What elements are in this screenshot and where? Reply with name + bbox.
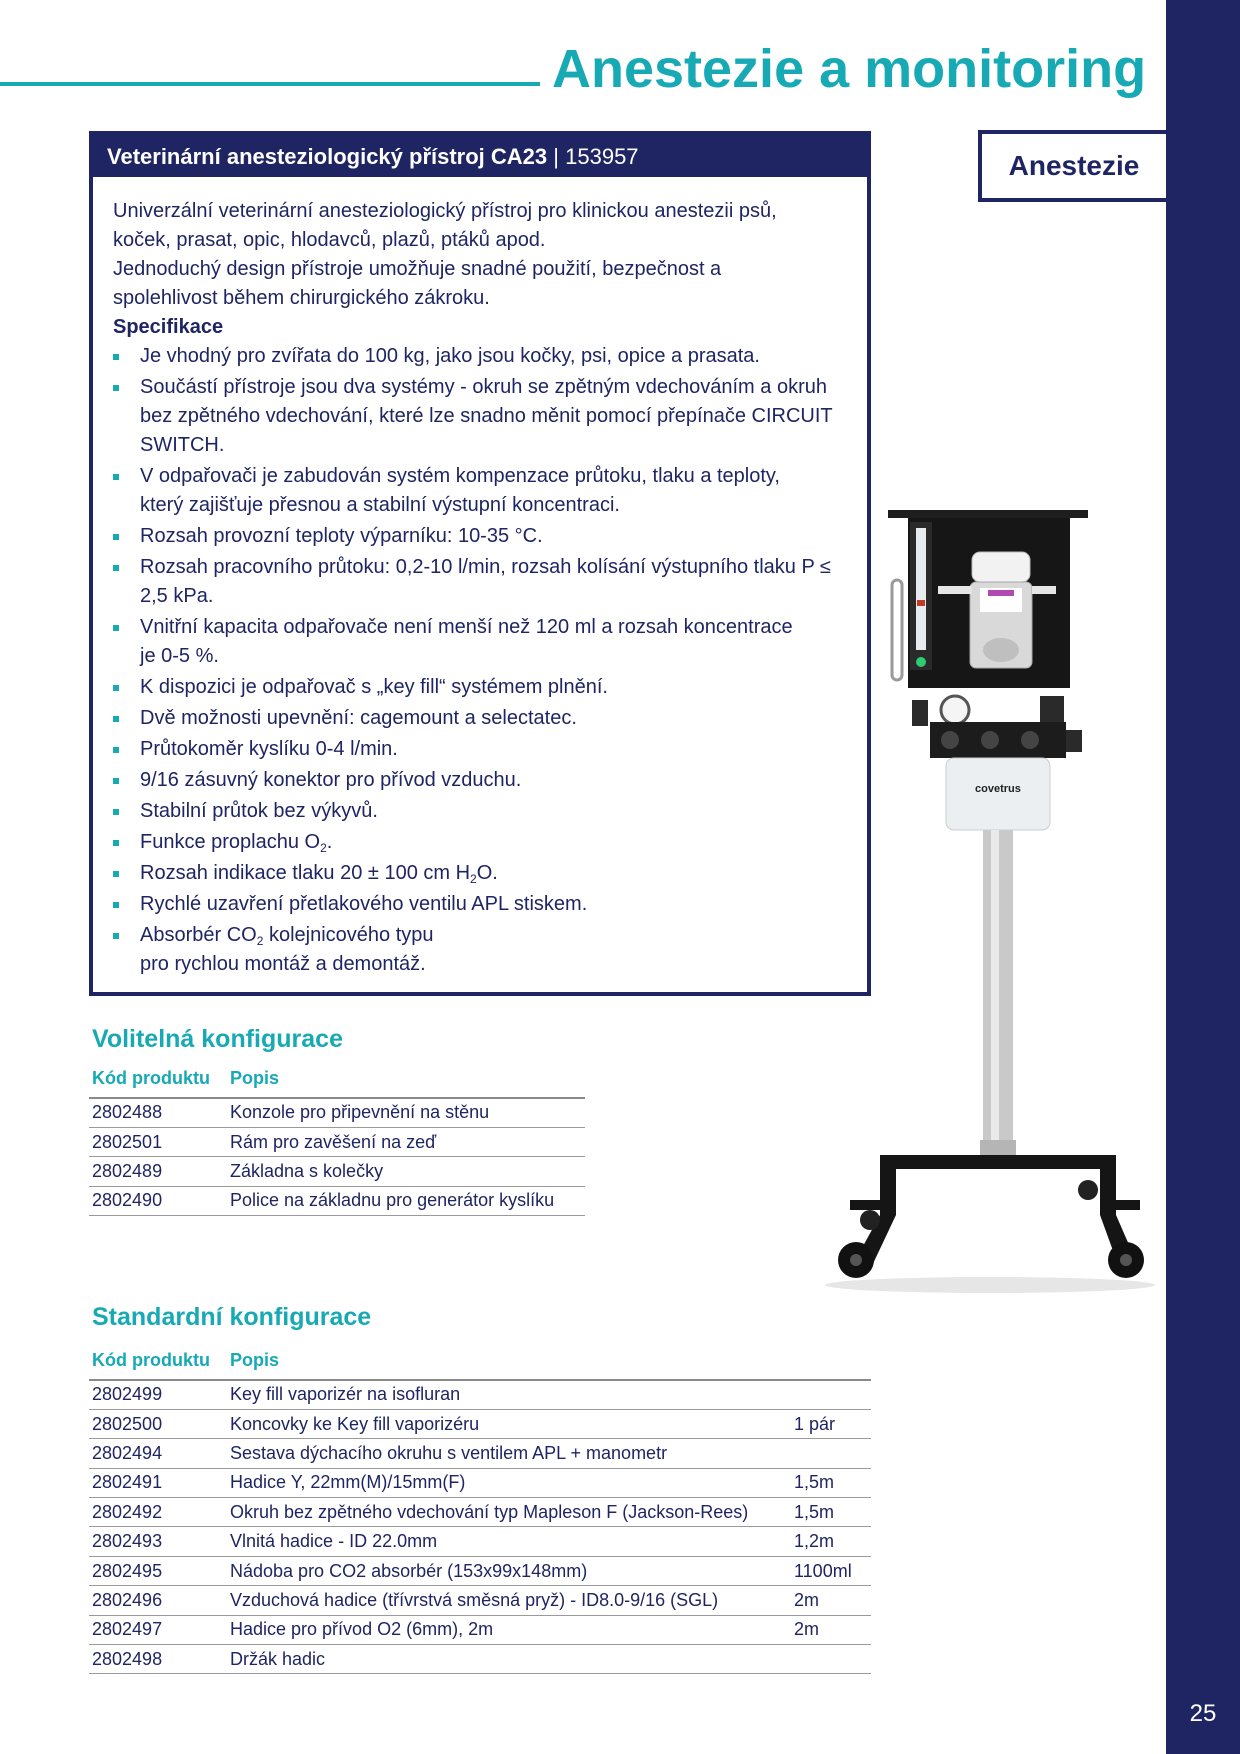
spec-item — [113, 462, 803, 520]
bullet-icon — [113, 902, 119, 908]
cell-desc: Nádoba pro CO2 absorbér (153x99x148mm) — [227, 1556, 791, 1585]
spec-item — [113, 673, 849, 702]
cell-qty: 1 pár — [791, 1409, 871, 1438]
cell-qty: 2m — [791, 1586, 871, 1615]
bullet-icon — [113, 625, 119, 631]
spec-text: pro rychlou montáž a demontáž. — [140, 953, 426, 975]
bullet-icon — [113, 354, 119, 360]
cell-code: 2802494 — [89, 1439, 227, 1468]
table-row — [89, 1127, 585, 1156]
spec-item — [113, 859, 849, 888]
bullet-icon — [113, 809, 119, 815]
bullet-icon — [113, 871, 119, 877]
spec-text: Rychlé uzavření přetlakového ventilu APL stiskem. — [140, 893, 588, 915]
spec-text: kolejnicového typu — [263, 924, 434, 946]
cell-code: 2802498 — [89, 1645, 227, 1674]
cell-desc: Konzole pro připevnění na stěnu — [227, 1098, 585, 1127]
spec-text: Průtokoměr kyslíku 0-4 l/min. — [140, 738, 398, 760]
table-row — [89, 1098, 585, 1127]
cell-qty: 1100ml — [791, 1556, 871, 1585]
cell-qty — [791, 1645, 871, 1674]
optional-config-heading: Volitelná konfigurace — [92, 1025, 343, 1053]
table-header-row — [89, 1350, 871, 1380]
title-rule — [0, 82, 540, 86]
bullet-icon — [113, 933, 119, 939]
cell-qty — [791, 1380, 871, 1409]
table-row — [89, 1556, 871, 1585]
brand-label: covetrus — [975, 783, 1021, 795]
cell-desc: Základna s kolečky — [227, 1157, 585, 1186]
bullet-icon — [113, 716, 119, 722]
table-row — [89, 1527, 871, 1556]
spec-text: Součástí přístroje jsou dva systémy - okruh se zpětným vdechováním a okruh bez zpětného vdechování, které lze snadno měnit pomocí přepínače CIRCUIT SWITCH. — [140, 376, 833, 456]
bullet-icon — [113, 565, 119, 571]
table-row — [89, 1157, 585, 1186]
spec-item — [113, 342, 849, 371]
spec-text: . — [326, 831, 333, 853]
col-header-desc: Popis — [227, 1068, 585, 1098]
cell-code: 2802489 — [89, 1157, 227, 1186]
bullet-icon — [113, 747, 119, 753]
table-row — [89, 1468, 871, 1497]
subscript: 2 — [256, 934, 264, 948]
standard-config-heading: Standardní konfigurace — [92, 1303, 372, 1331]
intro-paragraph-1: Univerzální veterinární anesteziologický přístroj pro klinickou anestezii psů, koček, prasat, opic, hlodavců, plazů, ptáků apod. — [113, 200, 777, 251]
cell-code: 2802496 — [89, 1586, 227, 1615]
product-name: Veterinární anesteziologický přístroj CA23 — [107, 144, 548, 169]
spec-text: Stabilní průtok bez výkyvů. — [140, 800, 378, 822]
cell-code: 2802490 — [89, 1186, 227, 1215]
spec-text: K dispozici je odpařovač s „key fill“ systémem plnění. — [140, 676, 608, 698]
subscript: 2 — [320, 841, 327, 855]
cell-qty: 1,2m — [791, 1527, 871, 1556]
optional-config-table — [89, 1068, 585, 1216]
page-number: 25 — [1189, 1700, 1217, 1727]
cell-desc: Key fill vaporizér na isofluran — [227, 1380, 791, 1409]
intro-paragraph-2: Jednoduchý design přístroje umožňuje snadné použití, bezpečnost a spolehlivost během chirurgického zákroku. — [113, 258, 722, 309]
cell-qty: 1,5m — [791, 1468, 871, 1497]
spec-text: Absorbér CO — [140, 924, 257, 946]
cell-desc: Hadice pro přívod O2 (6mm), 2m — [227, 1615, 791, 1644]
spec-item — [113, 735, 849, 764]
cell-code: 2802500 — [89, 1409, 227, 1438]
bullet-icon — [113, 474, 119, 480]
cell-desc: Vzduchová hadice (třívrstvá směsná pryž) - ID8.0-9/16 (SGL) — [227, 1586, 791, 1615]
table-row — [89, 1645, 871, 1674]
cell-code: 2802492 — [89, 1498, 227, 1527]
bullet-icon — [113, 385, 119, 391]
col-header-qty — [791, 1350, 871, 1380]
subscript: 2 — [470, 872, 477, 886]
table-row — [89, 1380, 871, 1409]
cell-code: 2802501 — [89, 1127, 227, 1156]
spec-item — [113, 797, 849, 826]
cell-desc: Vlnitá hadice - ID 22.0mm — [227, 1527, 791, 1556]
spec-text: Rozsah pracovního průtoku: 0,2-10 l/min, rozsah kolísání výstupního tlaku P ≤ 2,5 kPa. — [140, 556, 831, 607]
col-header-code: Kód produktu — [89, 1068, 227, 1098]
spec-item — [113, 921, 849, 979]
spec-title: Specifikace — [113, 316, 224, 338]
bullet-icon — [113, 534, 119, 540]
section-tab: Anestezie — [978, 130, 1166, 202]
col-header-desc: Popis — [227, 1350, 791, 1380]
table-row — [89, 1498, 871, 1527]
bullet-icon — [113, 840, 119, 846]
spec-item — [113, 828, 849, 857]
spec-text: Vnitřní kapacita odpařovače není menší než 120 ml a rozsah koncentrace je 0-5 %. — [140, 616, 793, 667]
spec-text: Dvě možnosti upevnění: cagemount a selectatec. — [140, 707, 577, 729]
cell-desc: Okruh bez zpětného vdechování typ Mapleson F (Jackson-Rees) — [227, 1498, 791, 1527]
table-row — [89, 1439, 871, 1468]
spec-item — [113, 553, 833, 611]
table-row — [89, 1586, 871, 1615]
table-row — [89, 1186, 585, 1215]
cell-code: 2802495 — [89, 1556, 227, 1585]
spec-text: Funkce proplachu O — [140, 831, 321, 853]
spec-item — [113, 373, 833, 460]
spec-text: V odpařovači je zabudován systém kompenzace průtoku, tlaku a teploty, který zajišťuje přesnou a stabilní výstupní koncentraci. — [140, 465, 780, 516]
cell-desc: Koncovky ke Key fill vaporizéru — [227, 1409, 791, 1438]
cell-qty: 2m — [791, 1615, 871, 1644]
cell-code: 2802497 — [89, 1615, 227, 1644]
spec-item — [113, 613, 793, 671]
spec-text: Rozsah provozní teploty výparníku: 10-35 °C. — [140, 525, 543, 547]
bullet-icon — [113, 778, 119, 784]
table-row — [89, 1409, 871, 1438]
product-separator: | — [553, 144, 559, 169]
cell-desc: Hadice Y, 22mm(M)/15mm(F) — [227, 1468, 791, 1497]
cell-code: 2802488 — [89, 1098, 227, 1127]
sidebar-band — [1166, 0, 1240, 1754]
spec-item — [113, 766, 849, 795]
page-title: Anestezie a monitoring — [552, 39, 1147, 99]
cell-code: 2802491 — [89, 1468, 227, 1497]
spec-list — [113, 342, 849, 979]
table-header-row — [89, 1068, 585, 1098]
spec-text: O. — [476, 862, 498, 884]
product-header — [93, 135, 867, 177]
spec-text: 9/16 zásuvný konektor pro přívod vzduchu. — [140, 769, 522, 791]
spec-text: Rozsah indikace tlaku 20 ± 100 cm H — [140, 862, 471, 884]
anesthesia-machine-image — [820, 500, 1160, 1300]
col-header-code: Kód produktu — [89, 1350, 227, 1380]
cell-desc: Držák hadic — [227, 1645, 791, 1674]
standard-config-table — [89, 1350, 871, 1674]
bullet-icon — [113, 685, 119, 691]
product-spec-box — [89, 131, 871, 996]
cell-desc: Sestava dýchacího okruhu s ventilem APL + manometr — [227, 1439, 791, 1468]
cell-code: 2802493 — [89, 1527, 227, 1556]
spec-item — [113, 522, 849, 551]
product-code: 153957 — [565, 144, 639, 169]
cell-qty: 1,5m — [791, 1498, 871, 1527]
cell-desc: Rám pro zavěšení na zeď — [227, 1127, 585, 1156]
cell-qty — [791, 1439, 871, 1468]
spec-text: Je vhodný pro zvířata do 100 kg, jako jsou kočky, psi, opice a prasata. — [140, 345, 760, 367]
spec-item — [113, 890, 849, 919]
cell-desc: Police na základnu pro generátor kyslíku — [227, 1186, 585, 1215]
product-description — [93, 177, 867, 979]
spec-item — [113, 704, 849, 733]
cell-code: 2802499 — [89, 1380, 227, 1409]
table-row — [89, 1615, 871, 1644]
